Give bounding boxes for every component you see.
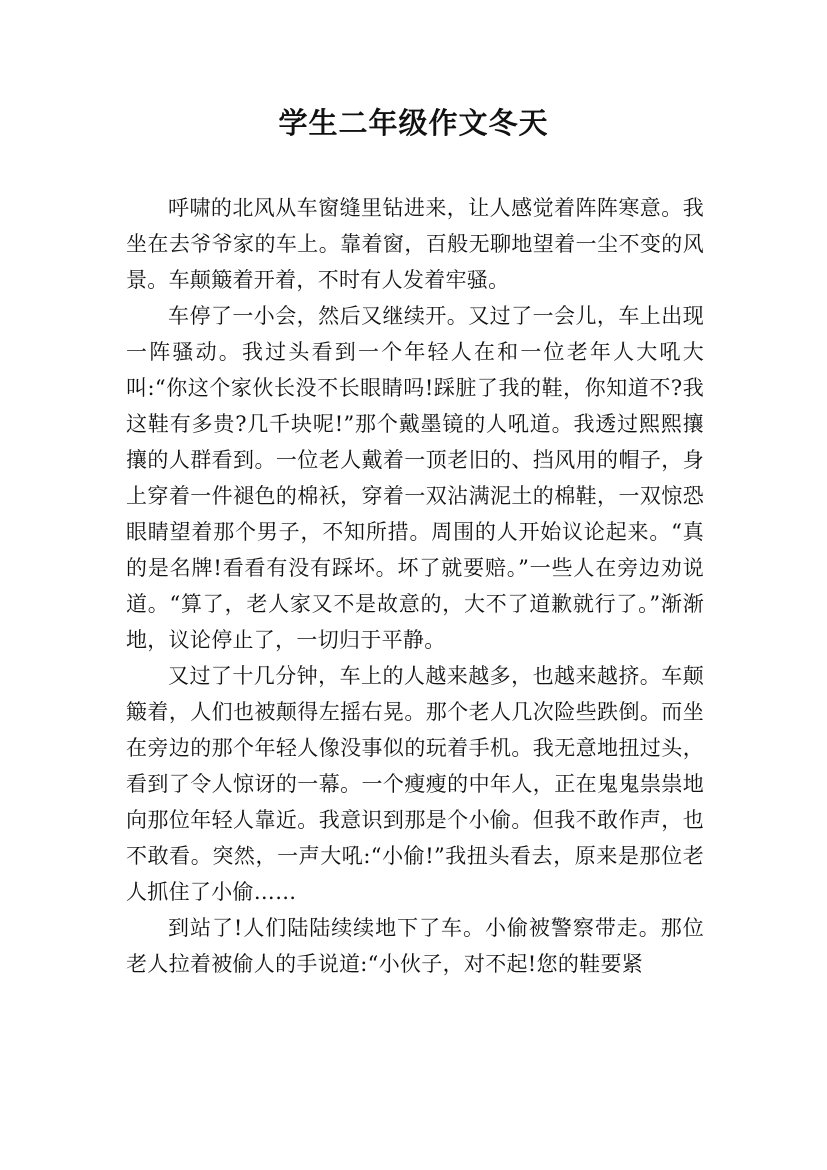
paragraph-4: 到站了!人们陆陆续续地下了车。小偷被警察带走。那位老人拉着被偷人的手说道:“小伙子，对不起!您的鞋要紧 [126, 916, 704, 976]
paragraph-1: 呼啸的北风从车窗缝里钻进来，让人感觉着阵阵寒意。我坐在去爷爷家的车上。靠着窗，百般无聊地望着一尘不变的风景。车颠簸着开着，不时有人发着牢骚。 [126, 196, 704, 292]
document-title: 学生二年级作文冬天 [278, 106, 549, 140]
document-body [126, 190, 704, 982]
paragraph-3: 又过了十几分钟，车上的人越来越多，也越来越挤。车颠簸着，人们也被颠得左摇右晃。那个老人几次险些跌倒。而坐在旁边的那个年轻人像没事似的玩着手机。我无意地扭过头，看到了令人惊讶的一幕。一个瘦瘦的中年人，正在鬼鬼祟祟地向那位年轻人靠近。我意识到那是个小偷。但我不敢作声，也不敢看。突然，一声大吼:“小偷!”我扭头看去，原来是那位老人抓住了小偷…… [126, 664, 704, 904]
paragraph-2: 车停了一小会，然后又继续开。又过了一会儿，车上出现一阵骚动。我过头看到一个年轻人在和一位老年人大吼大叫:“你这个家伙长没不长眼睛吗!踩脏了我的鞋，你知道不?我这鞋有多贵?几千块呢!”那个戴墨镜的人吼道。我透过熙熙攘攘的人群看到。一位老人戴着一顶老旧的、挡风用的帽子，身上穿着一件褪色的棉袄，穿着一双沾满泥土的棉鞋，一双惊恐眼睛望着那个男子，不知所措。周围的人开始议论起来。“真的是名牌!看看有没有踩坏。坏了就要赔。”一些人在旁边劝说道。“算了，老人家又不是故意的，大不了道歉就行了。”渐渐地，议论停止了，一切归于平静。 [126, 304, 704, 652]
